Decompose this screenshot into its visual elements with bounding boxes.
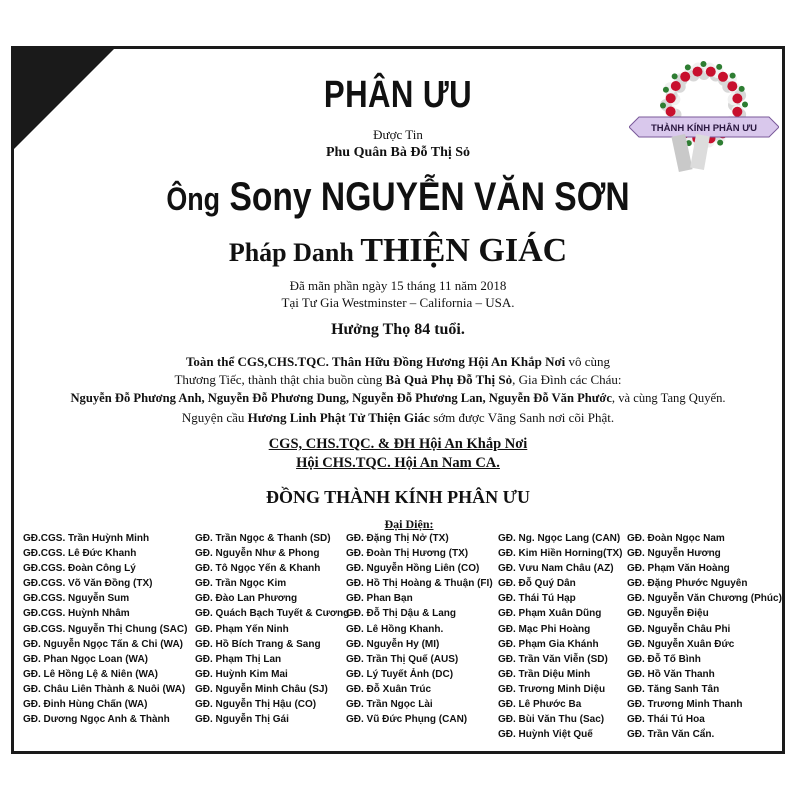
family-name-entry: GĐ. Thái Tú Hạp [498,593,576,605]
family-name-entry: GĐ.CGS. Nguyễn Thị Chung (SAC) [23,623,188,635]
wreath-ribbon-text: THÀNH KÍNH PHÂN ƯU [650,123,758,134]
family-name-entry: GĐ. Hồ Thị Hoàng & Thuận (FI) [346,578,493,590]
family-name-entry: GĐ. Nguyễn Điệu [627,608,709,620]
family-name-entry: GĐ. Vưu Nam Châu (AZ) [498,563,614,575]
family-name-entry: GĐ. Nguyễn Châu Phi [627,623,731,635]
family-name-entry: GĐ. Đinh Hùng Chấn (WA) [23,699,148,711]
dharma-name [14,232,782,270]
grandchildren-names: Nguyễn Đỗ Phương Anh, Nguyễn Đỗ Phương Dung, Nguyễn Đỗ Phương Lan, Nguyễn Đỗ Văn Phước [70,391,612,405]
family-name-entry: GĐ. Đỗ Quý Dân [498,578,576,590]
family-name-entry: GĐ. Nguyễn Ngọc Tấn & Chi (WA) [23,638,183,650]
family-name-entry: GĐ. Ng. Ngọc Lang (CAN) [498,533,621,544]
message-text: , Gia Đình các Cháu: [512,372,622,387]
message-text: Nguyện cầu [181,410,248,425]
family-column-2 [195,531,349,727]
message-text: sớm được Vãng Sanh nơi cõi Phật. [429,410,615,425]
family-name-entry: GĐ. Hồ Văn Thanh [627,668,715,680]
passed-date: Đã mãn phần ngày 15 tháng 11 năm 2018 [289,278,507,293]
intro-text: Được Tin [373,127,423,142]
message-line-1 [14,354,782,370]
family-name-entry: GĐ. Trần Thị Quế (AUS) [346,653,459,665]
family-name-entry: GĐ. Nguyễn Hương [627,548,721,560]
family-name-entry: GĐ. Đỗ Thị Dậu & Lang [346,608,456,620]
family-name-entry: GĐ. Đoàn Thị Hương (TX) [346,548,469,560]
message-line-4 [14,410,782,426]
representative-label: Đại Diện: [384,517,434,531]
family-name-entry: GĐ. Phạm Văn Hoàng [627,563,730,575]
family-name-entry: GĐ. Phan Ngọc Loan (WA) [23,653,148,665]
family-name-entry: GĐ. Châu Liên Thành & Nuôi (WA) [23,683,186,695]
family-name-entry: GĐ.CGS. Võ Văn Đồng (TX) [23,578,153,590]
name-prefix: Ông [166,181,221,217]
message-text: , và cùng Tang Quyến. [611,391,726,405]
family-name-entry: GĐ. Lý Tuyết Ảnh (DC) [346,668,454,680]
family-column-4 [498,531,622,742]
family-name-entry: GĐ. Trần Diệu Minh [498,668,591,680]
page-title: PHÂN ƯU [323,74,473,116]
family-name-entry: GĐ. Trần Văn Cẩn. [627,729,715,741]
notice-frame [11,46,785,754]
family-name-entry: GĐ. Quách Bạch Tuyết & Cương [195,608,350,620]
family-name-entry: GĐ. Hồ Bích Trang & Sang [195,638,321,650]
family-name-entry: GĐ.CGS. Đoàn Công Lý [23,563,136,575]
family-name-entry: GĐ.CGS. Nguyễn Sum [23,593,130,605]
deceased-dharma-bold: Hương Linh Phật Tử Thiện Giác [247,410,430,425]
family-name-entry: GĐ. Đào Lan Phương [195,593,298,605]
message-line-2 [14,372,782,388]
family-name-entry: GĐ. Trần Ngọc Lài [346,699,433,711]
family-name-entry: GĐ. Vũ Đức Phụng (CAN) [346,714,468,726]
family-name-entry: GĐ. Huỳnh Việt Quế [498,729,593,741]
family-name-entry: GĐ. Đỗ Xuân Trúc [346,683,432,695]
family-name-entry: GĐ. Kim Hiền Horning(TX) [498,548,623,560]
family-name-entry: GĐ. Nguyễn Thị Gái [195,714,289,726]
family-name-entry: GĐ. Nguyễn Như & Phong [195,548,320,560]
family-name-entry: GĐ. Phạm Xuân Dũng [498,608,602,620]
dharma-prefix: Pháp Danh [228,238,354,267]
family-column-1 [23,531,187,727]
family-name-entry: GĐ. Nguyễn Văn Chương (Phúc) [627,593,782,605]
family-name-entry: GĐ. Nguyễn Thị Hậu (CO) [195,699,317,711]
family-name-entry: GĐ. Đặng Thị Nở (TX) [346,533,449,544]
family-name-entry: GĐ. Trần Ngọc & Thanh (SD) [195,533,331,544]
family-name-entry: GĐ. Nguyễn Minh Châu (SJ) [195,683,328,695]
deceased-name [75,175,720,220]
message-org-bold: Toàn thể CGS,CHS.TQC. Thân Hữu Đồng Hương Hội An Khắp Nơi [185,354,566,369]
family-name-entry: GĐ. Nguyễn Hồng Liên (CO) [346,563,480,575]
name-main: Sony NGUYỄN VĂN SƠN [229,175,630,219]
family-name-entry: GĐ. Lê Hồng Lệ & Niên (WA) [23,668,158,680]
wife-line: Phu Quân Bà Đỗ Thị Sỏ [325,145,471,160]
family-name-entry: GĐ. Phạm Yến Ninh [195,623,289,635]
family-name-entry: GĐ.CGS. Trần Huỳnh Minh [23,533,150,544]
family-name-entry: GĐ. Lê Phước Ba [498,699,582,711]
family-name-entry: GĐ. Phan Bạn [346,593,413,605]
message-text: vô cùng [565,354,611,369]
family-name-entry: GĐ. Phạm Thị Lan [195,653,282,665]
family-name-entry: GĐ. Nguyễn Xuân Đức [627,638,735,650]
family-name-entry: GĐ. Đỗ Tố Bình [627,653,701,665]
family-name-entry: GĐ.CGS. Huỳnh Nhâm [23,608,130,620]
family-name-entry: GĐ. Tăng Sanh Tân [627,683,720,695]
family-name-entry: GĐ. Lê Hồng Khanh. [346,623,444,635]
family-name-entry: GĐ. Dương Ngọc Anh & Thành [23,714,170,726]
family-column-5 [627,531,782,742]
family-name-entry: GĐ. Phạm Gia Khánh [498,638,599,650]
dharma-main: THIỆN GIÁC [360,232,568,269]
passed-place: Tại Tư Gia Westminster – California – USA. [281,295,515,310]
widow-name-bold: Bà Quả Phụ Đỗ Thị Sỏ [385,372,513,387]
family-name-entry: GĐ. Đặng Phước Nguyên [627,578,748,590]
family-name-entry: GĐ. Trần Ngọc Kim [195,578,287,590]
organization-line-2: Hội CHS.TQC. Hội An Nam CA. [296,455,500,471]
family-name-entry: GĐ. Mạc Phi Hoàng [498,623,591,635]
message-text: Thương Tiếc, thành thật chia buồn cùng [174,372,386,387]
family-name-entry: GĐ. Tô Ngọc Yến & Khanh [195,563,321,575]
family-name-entry: GĐ. Trần Văn Viễn (SD) [498,653,608,665]
family-name-entry: GĐ. Đoàn Ngọc Nam [627,533,725,544]
family-name-entry: GĐ. Bùi Văn Thu (Sac) [498,714,605,726]
family-name-entry: GĐ. Trương Minh Thanh [627,699,743,711]
condolence-heading: ĐỒNG THÀNH KÍNH PHÂN ƯU [265,487,530,507]
family-name-entry: GĐ. Trương Minh Diệu [498,683,606,695]
family-column-3 [346,531,493,727]
family-name-entry: GĐ. Thái Tú Hoa [627,714,705,726]
family-name-entry: GĐ. Nguyễn Hy (MI) [346,638,440,650]
age-line: Hưởng Thọ 84 tuổi. [331,321,465,338]
message-line-3 [14,391,782,406]
family-name-entry: GĐ.CGS. Lê Đức Khanh [23,548,137,560]
family-name-entry: GĐ. Huỳnh Kim Mai [195,668,288,680]
organization-line-1: CGS, CHS.TQC. & ĐH Hội An Khắp Nơi [268,436,528,452]
